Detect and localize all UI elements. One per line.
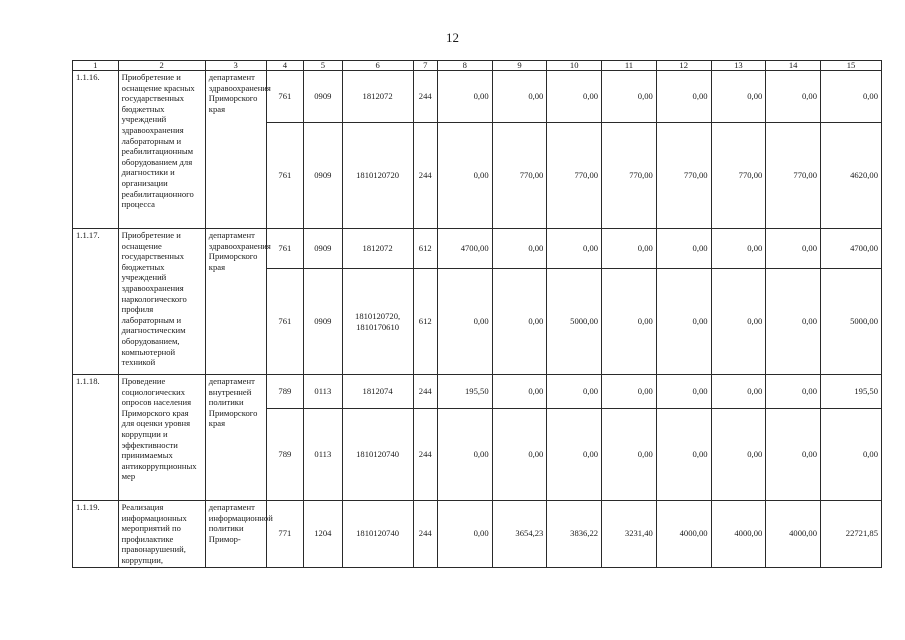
header-cell: 2	[118, 61, 205, 71]
header-cell: 7	[413, 61, 437, 71]
cell-c12: 0,00	[656, 269, 711, 375]
cell-c9: 770,00	[492, 123, 547, 229]
cell-c6: 1812072	[342, 71, 413, 123]
cell-c10: 0,00	[547, 71, 602, 123]
cell-c10: 0,00	[547, 229, 602, 269]
cell-c12: 0,00	[656, 409, 711, 501]
header-cell: 9	[492, 61, 547, 71]
cell-c8: 0,00	[437, 409, 492, 501]
header-cell: 8	[437, 61, 492, 71]
cell-c13: 4000,00	[711, 501, 766, 568]
cell-c14: 0,00	[766, 409, 821, 501]
cell-c7: 244	[413, 409, 437, 501]
cell-c5: 0909	[304, 229, 343, 269]
cell-c11: 0,00	[602, 229, 657, 269]
item-code: 1.1.18.	[73, 375, 119, 501]
cell-c15: 195,50	[821, 375, 882, 409]
cell-c11: 0,00	[602, 269, 657, 375]
cell-c4: 789	[266, 375, 304, 409]
cell-c8: 4700,00	[437, 229, 492, 269]
cell-c9: 0,00	[492, 229, 547, 269]
cell-c14: 0,00	[766, 229, 821, 269]
cell-c15: 4700,00	[821, 229, 882, 269]
cell-c5: 1204	[304, 501, 343, 568]
item-code: 1.1.17.	[73, 229, 119, 375]
cell-c13: 0,00	[711, 375, 766, 409]
cell-c10: 3836,22	[547, 501, 602, 568]
cell-c14: 770,00	[766, 123, 821, 229]
header-cell: 12	[656, 61, 711, 71]
cell-c11: 3231,40	[602, 501, 657, 568]
cell-c14: 0,00	[766, 71, 821, 123]
cell-c8: 195,50	[437, 375, 492, 409]
cell-c8: 0,00	[437, 501, 492, 568]
cell-c7: 244	[413, 123, 437, 229]
cell-c7: 612	[413, 269, 437, 375]
cell-c5: 0909	[304, 123, 343, 229]
header-cell: 14	[766, 61, 821, 71]
cell-c12: 4000,00	[656, 501, 711, 568]
table-row	[73, 229, 882, 269]
cell-c10: 0,00	[547, 375, 602, 409]
item-name: Приобретение и оснащение красных государственных бюджетных учреждений здравоохранения лабораторным и реабилитационным оборудованием для диагностики и организации реабилитационного процесса	[118, 71, 205, 229]
budget-table	[72, 60, 882, 568]
cell-c7: 612	[413, 229, 437, 269]
item-department: департамент здравоохранения Приморского края	[205, 71, 266, 229]
cell-c8: 0,00	[437, 71, 492, 123]
cell-c5: 0909	[304, 71, 343, 123]
header-cell: 1	[73, 61, 119, 71]
cell-c13: 0,00	[711, 71, 766, 123]
cell-c9: 0,00	[492, 375, 547, 409]
cell-c10: 0,00	[547, 409, 602, 501]
cell-c9: 0,00	[492, 71, 547, 123]
cell-c13: 0,00	[711, 409, 766, 501]
cell-c5: 0909	[304, 269, 343, 375]
cell-c11: 770,00	[602, 123, 657, 229]
cell-c11: 0,00	[602, 375, 657, 409]
item-department: департамент внутренней политики Приморского края	[205, 375, 266, 501]
item-name: Проведение социологических опросов населения Приморского края для оценки уровня коррупции и эффективности принимаемых антикоррупционных мер	[118, 375, 205, 501]
cell-c10: 770,00	[547, 123, 602, 229]
header-cell: 10	[547, 61, 602, 71]
cell-c6: 1810120740	[342, 409, 413, 501]
cell-c10: 5000,00	[547, 269, 602, 375]
cell-c11: 0,00	[602, 409, 657, 501]
cell-c6: 1812074	[342, 375, 413, 409]
cell-c13: 0,00	[711, 229, 766, 269]
header-cell: 5	[304, 61, 343, 71]
cell-c12: 0,00	[656, 229, 711, 269]
page-number: 12	[446, 30, 459, 45]
cell-c15: 22721,85	[821, 501, 882, 568]
cell-c4: 771	[266, 501, 304, 568]
cell-c8: 0,00	[437, 123, 492, 229]
cell-c7: 244	[413, 501, 437, 568]
cell-c4: 761	[266, 229, 304, 269]
cell-c15: 0,00	[821, 409, 882, 501]
item-name: Приобретение и оснащение государственных бюджетных учреждений здравоохранения наркологического профиля лабораторным и диагностическим оборудованием, компьютерной техникой	[118, 229, 205, 375]
cell-c9: 3654,23	[492, 501, 547, 568]
table-row	[73, 71, 882, 123]
header-cell: 3	[205, 61, 266, 71]
cell-c12: 0,00	[656, 71, 711, 123]
item-department: департамент здравоохранения Приморского края	[205, 229, 266, 375]
cell-c14: 0,00	[766, 375, 821, 409]
cell-c7: 244	[413, 71, 437, 123]
table-row	[73, 501, 882, 568]
table-row	[73, 375, 882, 409]
header-cell: 4	[266, 61, 304, 71]
cell-c13: 0,00	[711, 269, 766, 375]
cell-c5: 0113	[304, 409, 343, 501]
cell-c14: 4000,00	[766, 501, 821, 568]
cell-c4: 761	[266, 71, 304, 123]
item-name: Реализация информационных мероприятий по профилактике правонарушений, коррупции,	[118, 501, 205, 568]
cell-c15: 4620,00	[821, 123, 882, 229]
item-department: департамент информационной политики Примор-	[205, 501, 266, 568]
cell-c11: 0,00	[602, 71, 657, 123]
cell-c6: 1810120740	[342, 501, 413, 568]
cell-c12: 0,00	[656, 375, 711, 409]
header-cell: 15	[821, 61, 882, 71]
cell-c7: 244	[413, 375, 437, 409]
header-cell: 13	[711, 61, 766, 71]
cell-c4: 761	[266, 123, 304, 229]
cell-c4: 789	[266, 409, 304, 501]
cell-c4: 761	[266, 269, 304, 375]
cell-c12: 770,00	[656, 123, 711, 229]
cell-c13: 770,00	[711, 123, 766, 229]
cell-c6: 1810120720	[342, 123, 413, 229]
cell-c14: 0,00	[766, 269, 821, 375]
cell-c5: 0113	[304, 375, 343, 409]
cell-c15: 0,00	[821, 71, 882, 123]
cell-c8: 0,00	[437, 269, 492, 375]
item-code: 1.1.19.	[73, 501, 119, 568]
header-row	[73, 61, 882, 71]
cell-c9: 0,00	[492, 409, 547, 501]
header-cell: 11	[602, 61, 657, 71]
cell-c15: 5000,00	[821, 269, 882, 375]
header-cell: 6	[342, 61, 413, 71]
cell-c6: 1812072	[342, 229, 413, 269]
cell-c6: 1810120720, 1810170610	[342, 269, 413, 375]
cell-c9: 0,00	[492, 269, 547, 375]
item-code: 1.1.16.	[73, 71, 119, 229]
